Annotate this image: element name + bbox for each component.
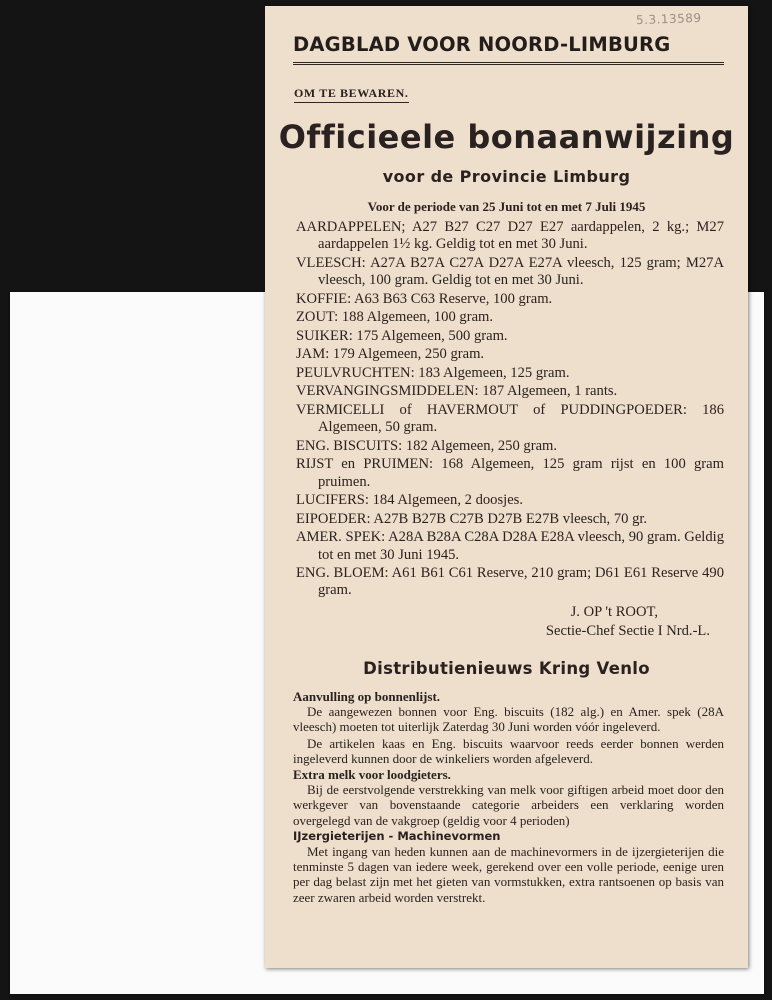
ration-item: RIJST en PRUIMEN: 168 Algemeen, 125 gram rijst en 100 gram pruimen. [296, 456, 724, 490]
keep-label: OM TE BEWAREN. [294, 86, 409, 103]
section-title: Distributienieuws Kring Venlo [363, 659, 650, 678]
ration-item: SUIKER: 175 Algemeen, 500 gram. [296, 327, 508, 344]
main-title: Officieele bonaanwijzing [278, 118, 735, 156]
ration-item: KOFFIE: A63 B63 C63 Reserve, 100 gram. [296, 290, 553, 307]
ration-item: LUCIFERS: 184 Algemeen, 2 doosjes. [296, 492, 524, 509]
signature-role: Sectie-Chef Sectie I Nrd.-L. [545, 623, 710, 639]
ration-item: ZOUT: 188 Algemeen, 100 gram. [296, 309, 494, 326]
ration-item: PEULVRUCHTEN: 183 Algemeen, 125 gram. [296, 364, 570, 381]
notice-heading: Aanvulling op bonnenlijst. [293, 689, 441, 704]
ration-item: VERVANGINGSMIDDELEN: 187 Algemeen, 1 rants. [296, 383, 618, 400]
masthead-rule [293, 62, 724, 65]
ration-item: JAM: 179 Algemeen, 250 gram. [296, 346, 485, 363]
notice-paragraph: De artikelen kaas en Eng. biscuits waarvoor reeds eerder bonnen werden ingeleverd kunnen door de winkeliers worden afgeleverd. [293, 735, 724, 766]
notice-paragraph: Bij de eerstvolgende verstrekking van melk voor giftigen arbeid moet door den werkgever van bovenstaande categorie arbeiders een verklaring worden overgelegd van de vakgroep (geldig voor 4 perioden) [293, 782, 724, 828]
notice-heading: IJzergieterijen - Machinevormen [293, 828, 501, 843]
ration-list [296, 219, 724, 601]
newspaper-masthead: DAGBLAD VOOR NOORD-LIMBURG [293, 33, 671, 56]
ration-item: AARDAPPELEN; A27 B27 C27 D27 E27 aardappelen, 2 kg.; M27 aardappelen 1½ kg. Geldig tot en met 30 Juni. [296, 219, 724, 253]
notice-heading: Extra melk voor loodgieters. [293, 767, 451, 783]
signature-block [546, 603, 710, 641]
ration-item: VERMICELLI of HAVERMOUT of PUDDINGPOEDER: 186 Algemeen, 50 gram. [296, 401, 724, 436]
notices [293, 689, 724, 906]
archive-mark: 5.3.13589 [636, 10, 703, 28]
notice-paragraph: De aangewezen bonnen voor Eng. biscuits (182 alg.) en Amer. spek (28A vleesch) moeten tot uiterlijk Zaterdag 30 Juni worden vóór ingeleverd. [293, 704, 724, 735]
ration-item: VLEESCH: A27A B27A C27A D27A E27A vleesch, 125 gram; M27A vleesch, 100 gram. Geldig tot en met 30 Juni. [296, 254, 724, 289]
period-line: Voor de periode van 25 Juni tot en met 7 Juli 1945 [367, 199, 646, 214]
ration-item: EIPOEDER: A27B B27B C27B D27B E27B vleesch, 70 gr. [296, 510, 648, 527]
sub-title: voor de Provincie Limburg [382, 167, 631, 186]
ration-item: ENG. BISCUITS: 182 Algemeen, 250 gram. [296, 437, 558, 454]
ration-item: AMER. SPEK: A28A B28A C28A D28A E28A vleesch, 90 gram. Geldig tot en met 30 Juni 1945. [296, 529, 724, 563]
newspaper-clipping [265, 6, 748, 968]
signature-name: J. OP 't ROOT, [570, 604, 658, 620]
notice-paragraph: Met ingang van heden kunnen aan de machinevormers in de ijzergieterijen die tenminste 5 dagen van iedere week, gerekend over een volle periode, eenige uren per dag belast zijn met het gieten van vormstukken, extra rantsoenen op basis van zeer zwaren arbeid worden verstrekt. [293, 844, 724, 905]
ration-item: ENG. BLOEM: A61 B61 C61 Reserve, 210 gram; D61 E61 Reserve 490 gram. [296, 565, 724, 599]
